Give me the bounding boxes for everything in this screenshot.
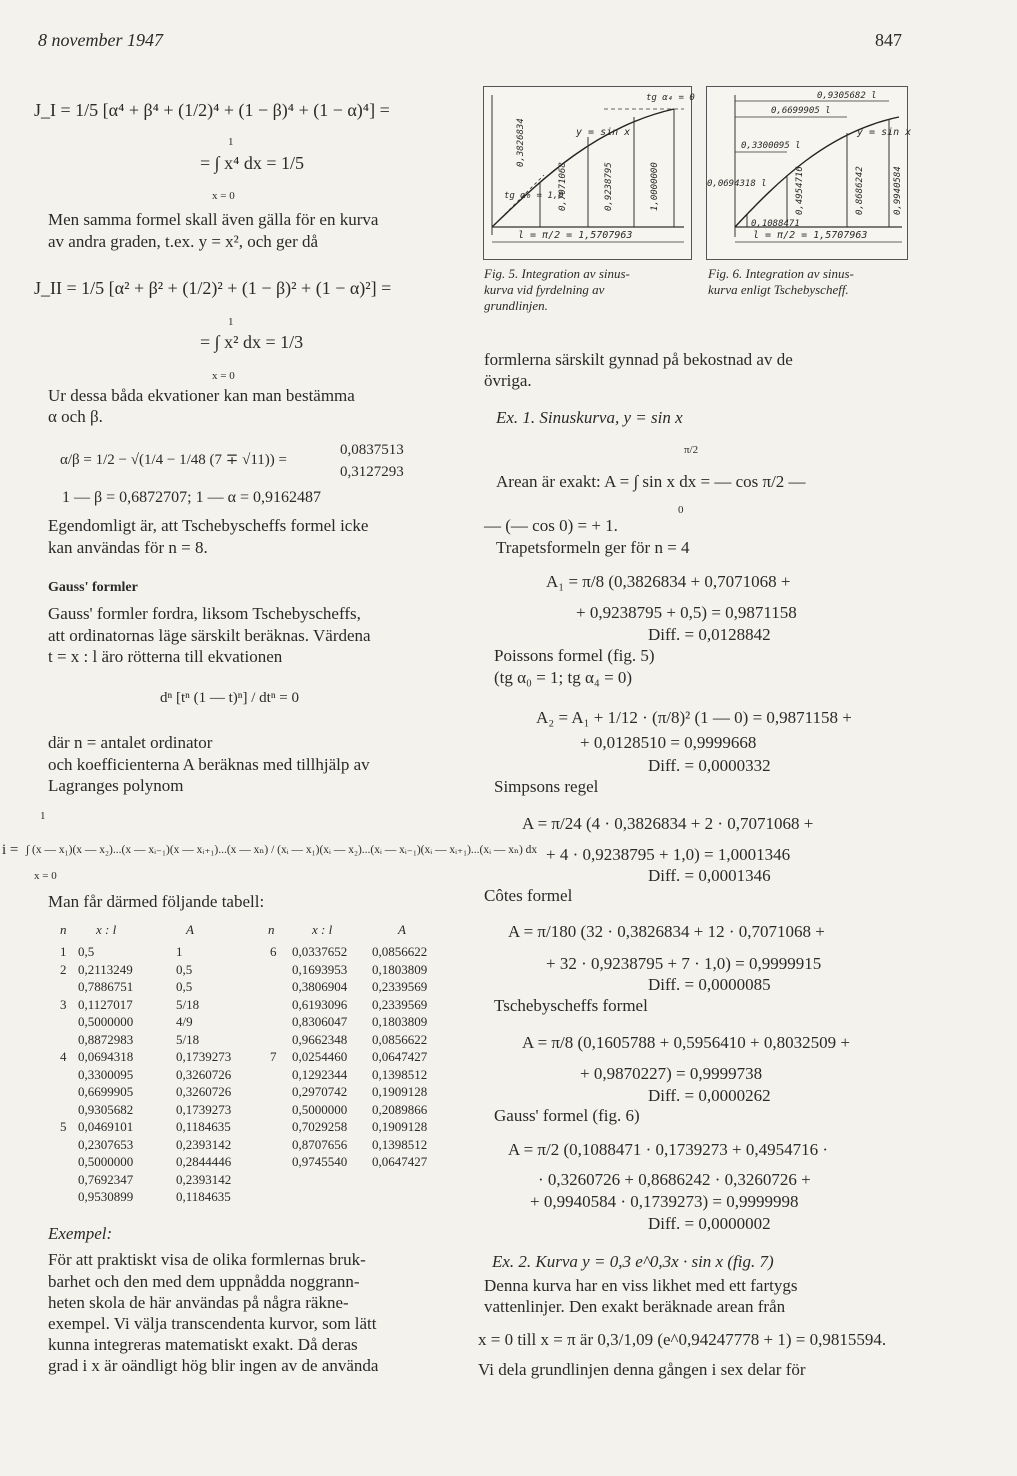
example-1-heading: Ex. 1. Sinuskurva, y = sin x — [496, 408, 683, 427]
simpson-equation: + 4 · 0,9238795 + 1,0) = 1,0001346 — [546, 845, 791, 864]
tschebyscheff-equation: + 0,9870227) = 0,9999738 — [580, 1064, 763, 1083]
table-cell: 5/18 — [176, 996, 200, 1012]
trapezoid-equation: A₁ = π/8 (0,3826834 + 0,7071068 + — [546, 572, 791, 591]
table-cell: 0,1398512 — [372, 1066, 428, 1082]
table-cell: 0,5 — [176, 979, 193, 994]
poisson-equation: + 0,0128510 = 0,9999668 — [580, 733, 757, 752]
simpson-diff: Diff. = 0,0001346 — [648, 866, 771, 885]
table-cell: 0,1292344 — [292, 1066, 348, 1082]
curve-label: y = sin x — [576, 127, 631, 138]
poisson-equation: A₂ = A₁ + 1/12 · (π/8)² (1 — 0) = 0,9871158 + — [536, 708, 852, 727]
paragraph-line: t = x : l äro rötterna till ekvationen — [48, 647, 283, 666]
paragraph-line: exempel. Vi välja transcendenta kurvor, som lätt — [48, 1314, 377, 1333]
trapezoid-equation: + 0,9238795 + 0,5) = 0,9871158 — [576, 603, 797, 622]
table-cell: 0,8707656 — [292, 1136, 348, 1152]
tangent-label: tg α₀ = 1,0 — [504, 191, 564, 201]
simpson-heading: Simpsons regel — [494, 777, 599, 796]
table-cell: 0,1909128 — [372, 1119, 428, 1134]
table-cell: 0,1803809 — [372, 1014, 428, 1029]
table-cell: 0,0647427 — [372, 1049, 428, 1064]
table-cell: 0,1803809 — [372, 961, 428, 977]
equation-j-one-integral: = ∫ x⁴ dx = 1/5 — [200, 153, 305, 173]
table-cell: 3 — [60, 996, 67, 1012]
ordinate-label: 1,0000000 — [650, 162, 660, 211]
equation-j-one: J_I = 1/5 [α⁴ + β⁴ + (1/2)⁴ + (1 − β)⁴ + (1 − α)⁴] = — [34, 100, 390, 120]
table-cell: 0,9530899 — [78, 1189, 134, 1204]
table-cell: 0,2089866 — [372, 1101, 428, 1117]
tangent-label: tg α₄ = 0 — [646, 93, 695, 103]
trapezoid-diff: Diff. = 0,0128842 — [648, 625, 771, 644]
table-cell: 0,5000000 — [292, 1101, 348, 1117]
gauss-heading: Gauss' formel (fig. 6) — [494, 1106, 640, 1125]
cotes-equation: + 32 · 0,9238795 + 7 · 1,0) = 0,9999915 — [546, 954, 822, 973]
table-cell: 0,2393142 — [176, 1171, 232, 1187]
beta-value: 0,3127293 — [340, 464, 404, 480]
poisson-tangents: (tg α₀ = 1; tg α₄ = 0) — [494, 668, 633, 687]
equation-alpha-beta: α/β = 1/2 − √(1/4 − 1/48 (7 ∓ √11)) = — [60, 452, 287, 468]
dimension-label: 0,0694318 l — [707, 179, 767, 189]
table-cell: 0,2339569 — [372, 996, 428, 1012]
section-heading-exempel: Exempel: — [48, 1224, 113, 1243]
paragraph-line: barhet och den med dem uppnådda noggrann- — [48, 1272, 360, 1291]
gauss-equation: + 0,9940584 · 0,1739273) = 0,9999998 — [530, 1192, 799, 1211]
paragraph-line: x = 0 till x = π är 0,3/1,09 (e^0,94247778 + 1) = 0,9815594. — [478, 1330, 887, 1349]
table-cell: 1 — [176, 944, 183, 959]
table-cell: 0,5 — [176, 961, 193, 977]
paragraph-line: kunna integreras matematiskt exakt. Då deras — [48, 1335, 358, 1354]
paragraph-line: Man får därmed följande tabell: — [48, 892, 265, 911]
alpha-value: 0,0837513 — [340, 442, 404, 458]
dimension-label: 0,9305682 l — [817, 91, 877, 101]
paragraph-line: Egendomligt är, att Tschebyscheffs formel icke — [48, 516, 369, 535]
integral-lower-limit: x = 0 — [212, 370, 235, 382]
paragraph-line: Denna kurva har en viss likhet med ett fartygs — [484, 1276, 798, 1295]
integral-upper-limit: π/2 — [684, 444, 699, 456]
cotes-heading: Côtes formel — [484, 886, 573, 905]
table-cell: 0,2393142 — [176, 1136, 232, 1152]
table-cell: 0,3260726 — [176, 1084, 232, 1099]
equation-lagrange: ∫ (x — x₁)(x — x₂)...(x — xᵢ₋₁)(x — xᵢ₊₁)...(x — xₙ) / (xᵢ — x₁)(xᵢ — x₂)...(xᵢ — xᵢ₋₁)(xᵢ — xᵢ₊₁)...(xᵢ — xₙ) dx — [26, 844, 538, 856]
integral-upper-limit: 1 — [228, 316, 234, 328]
table-cell: 0,1739273 — [176, 1049, 232, 1064]
figure-5 — [483, 86, 695, 260]
table-cell: 0,6699905 — [78, 1084, 134, 1099]
equation-j-two: J_II = 1/5 [α² + β² + (1/2)² + (1 − β)² + (1 − α)²] = — [34, 278, 392, 298]
table-cell: 0,5000000 — [78, 1154, 134, 1169]
paragraph-line: Vi dela grundlinjen denna gången i sex delar för — [478, 1360, 806, 1379]
table-cell: 0,0856622 — [372, 1031, 428, 1047]
table-cell: 0,7029258 — [292, 1119, 348, 1134]
ordinate-label: 0,4954716 — [795, 166, 805, 215]
paragraph-line: att ordinatornas läge särskilt beräknas. Värdena — [48, 626, 371, 645]
ordinate-label: 0,1088471 — [751, 219, 800, 229]
figure-5-caption-line: kurva vid fyrdelning av — [484, 282, 605, 297]
equation-j-two-integral: = ∫ x² dx = 1/3 — [200, 332, 304, 352]
section-heading-gauss: Gauss' formler — [48, 580, 138, 595]
table-cell: 0,3300095 — [78, 1066, 134, 1082]
base-label: l = π/2 = 1,5707963 — [753, 230, 868, 241]
equation-complements: 1 — β = 0,6872707; 1 — α = 0,9162487 — [62, 489, 322, 506]
integral-lower-limit: 0 — [678, 504, 684, 516]
table-cell: 0,0856622 — [372, 944, 428, 959]
table-header: x : l — [96, 922, 117, 937]
simpson-equation: A = π/24 (4 · 0,3826834 + 2 · 0,7071068 + — [522, 814, 814, 833]
paragraph-line: För att praktiskt visa de olika formlernas bruk- — [48, 1250, 366, 1269]
table-cell: 0,0647427 — [372, 1154, 428, 1169]
figure-5-caption-line: Fig. 5. Integration av sinus- — [484, 266, 630, 281]
cotes-equation: A = π/180 (32 · 0,3826834 + 12 · 0,7071068 + — [508, 922, 825, 941]
table-cell: 0,0254460 — [292, 1049, 348, 1064]
table-cell: 0,6193096 — [292, 996, 348, 1012]
example-2-heading: Ex. 2. Kurva y = 0,3 e^0,3x · sin x (fig. 7) — [492, 1252, 774, 1271]
table-cell: 0,1398512 — [372, 1136, 428, 1152]
table-cell: 7 — [270, 1049, 277, 1064]
dimension-label: 0,6699905 l — [771, 106, 831, 116]
table-cell: 0,0337652 — [292, 944, 348, 959]
gauss-diff: Diff. = 0,0000002 — [648, 1214, 771, 1233]
ordinate-label: 0,9940584 — [893, 166, 903, 215]
table-cell: 0,3260726 — [176, 1066, 232, 1082]
area-equation-cont: — (— cos 0) = + 1. — [484, 516, 618, 535]
table-cell: 4 — [60, 1049, 67, 1064]
table-cell: 0,0469101 — [78, 1119, 134, 1134]
table-cell: 0,2339569 — [372, 979, 428, 994]
table-cell: 0,1909128 — [372, 1084, 428, 1099]
paragraph-line: och koefficienterna A beräknas med tillhjälp av — [48, 755, 370, 774]
ordinate-label: 0,3826834 — [516, 118, 526, 167]
figure-5-caption-line: grundlinjen. — [484, 298, 548, 313]
table-cell: 0,2113249 — [78, 961, 133, 977]
table-header: A — [186, 922, 194, 937]
gauss-equation: · 0,3260726 + 0,8686242 · 0,3260726 + — [538, 1170, 811, 1189]
figure-6-caption-line: Fig. 6. Integration av sinus- — [708, 266, 854, 281]
ordinate-label: 0,7071068 — [558, 162, 568, 211]
integral-upper-limit: 1 — [40, 810, 46, 822]
table-cell: 0,9305682 — [78, 1101, 134, 1117]
paragraph-line: formlerna särskilt gynnad på bekostnad av de — [484, 350, 793, 369]
table-cell: 0,1739273 — [176, 1101, 232, 1117]
table-cell: 0,5000000 — [78, 1014, 134, 1029]
paragraph-line: där n = antalet ordinator — [48, 733, 213, 752]
integral-lower-limit: x = 0 — [34, 870, 57, 882]
poisson-diff: Diff. = 0,0000332 — [648, 756, 771, 775]
paragraph-line: α och β. — [48, 407, 103, 426]
table-cell: 0,2844446 — [176, 1154, 232, 1169]
paragraph-line: Men samma formel skall även gälla för en kurva — [48, 210, 379, 229]
table-cell: 0,7692347 — [78, 1171, 134, 1187]
table-header: n — [60, 922, 67, 937]
table-cell: 0,1184635 — [176, 1119, 231, 1134]
paragraph-line: Lagranges polynom — [48, 776, 184, 795]
area-equation: Arean är exakt: A = ∫ sin x dx = — cos π/2 — — [496, 472, 806, 491]
table-cell: 0,3806904 — [292, 979, 348, 994]
trapezoid-heading: Trapetsformeln ger för n = 4 — [496, 538, 690, 557]
base-label: l = π/2 = 1,5707963 — [518, 230, 633, 241]
paragraph-line: övriga. — [484, 371, 532, 390]
table-cell: 0,0694318 — [78, 1049, 134, 1064]
paragraph-line: Gauss' formler fordra, liksom Tschebyscheffs, — [48, 604, 361, 623]
table-header: A — [398, 922, 406, 937]
table-cell: 6 — [270, 944, 277, 959]
paragraph-line: vattenlinjer. Den exakt beräknade arean från — [484, 1297, 786, 1316]
ordinate-label: 0,8686242 — [855, 166, 865, 215]
table-cell: 0,9745540 — [292, 1154, 348, 1169]
tschebyscheff-heading: Tschebyscheffs formel — [494, 996, 648, 1015]
paragraph-line: heten skola de här användas på några räkne- — [48, 1293, 349, 1312]
integral-lower-limit: x = 0 — [212, 190, 235, 202]
page-number: 847 — [875, 30, 902, 50]
table-cell: 2 — [60, 961, 67, 977]
tschebyscheff-diff: Diff. = 0,0000262 — [648, 1086, 771, 1105]
dimension-label: 0,3300095 l — [741, 141, 801, 151]
table-cell: 0,5 — [78, 944, 95, 959]
table-cell: 5 — [60, 1119, 67, 1134]
paragraph-line: grad i x är oändligt hög blir ingen av de använda — [48, 1356, 379, 1375]
curve-label: y = sin x — [857, 127, 912, 138]
cotes-diff: Diff. = 0,0000085 — [648, 975, 771, 994]
table-header: x : l — [312, 922, 333, 937]
header-date: 8 november 1947 — [38, 30, 163, 50]
integral-upper-limit: 1 — [228, 136, 234, 148]
table-cell: 0,8872983 — [78, 1031, 134, 1047]
ordinate-label: 0,9238795 — [604, 162, 614, 211]
table-cell: 4/9 — [176, 1014, 193, 1029]
equation-lagrange-lhs: i = — [2, 842, 19, 858]
table-cell: 5/18 — [176, 1031, 200, 1047]
equation-derivative: dⁿ [tⁿ (1 — t)ⁿ] / dtⁿ = 0 — [160, 690, 300, 706]
poisson-heading: Poissons formel (fig. 5) — [494, 646, 655, 665]
table-cell: 0,9662348 — [292, 1031, 348, 1047]
table-cell: 0,1127017 — [78, 996, 133, 1012]
tschebyscheff-equation: A = π/8 (0,1605788 + 0,5956410 + 0,8032509 + — [522, 1033, 850, 1052]
figure-6-caption-line: kurva enligt Tschebyscheff. — [708, 282, 849, 297]
table-cell: 0,2970742 — [292, 1084, 348, 1099]
table-cell: 0,1184635 — [176, 1189, 231, 1204]
table-cell: 0,1693953 — [292, 961, 348, 977]
table-cell: 0,7886751 — [78, 979, 134, 994]
table-cell: 1 — [60, 944, 67, 959]
figure-6 — [706, 86, 912, 260]
paragraph-line: kan användas för n = 8. — [48, 538, 208, 557]
gauss-equation: A = π/2 (0,1088471 · 0,1739273 + 0,4954716 · — [508, 1140, 829, 1159]
table-cell: 0,2307653 — [78, 1136, 134, 1152]
paragraph-line: Ur dessa båda ekvationer kan man bestämma — [48, 386, 355, 405]
paragraph-line: av andra graden, t.ex. y = x², och ger då — [48, 232, 319, 251]
table-cell: 0,8306047 — [292, 1014, 348, 1029]
table-header: n — [268, 922, 275, 937]
